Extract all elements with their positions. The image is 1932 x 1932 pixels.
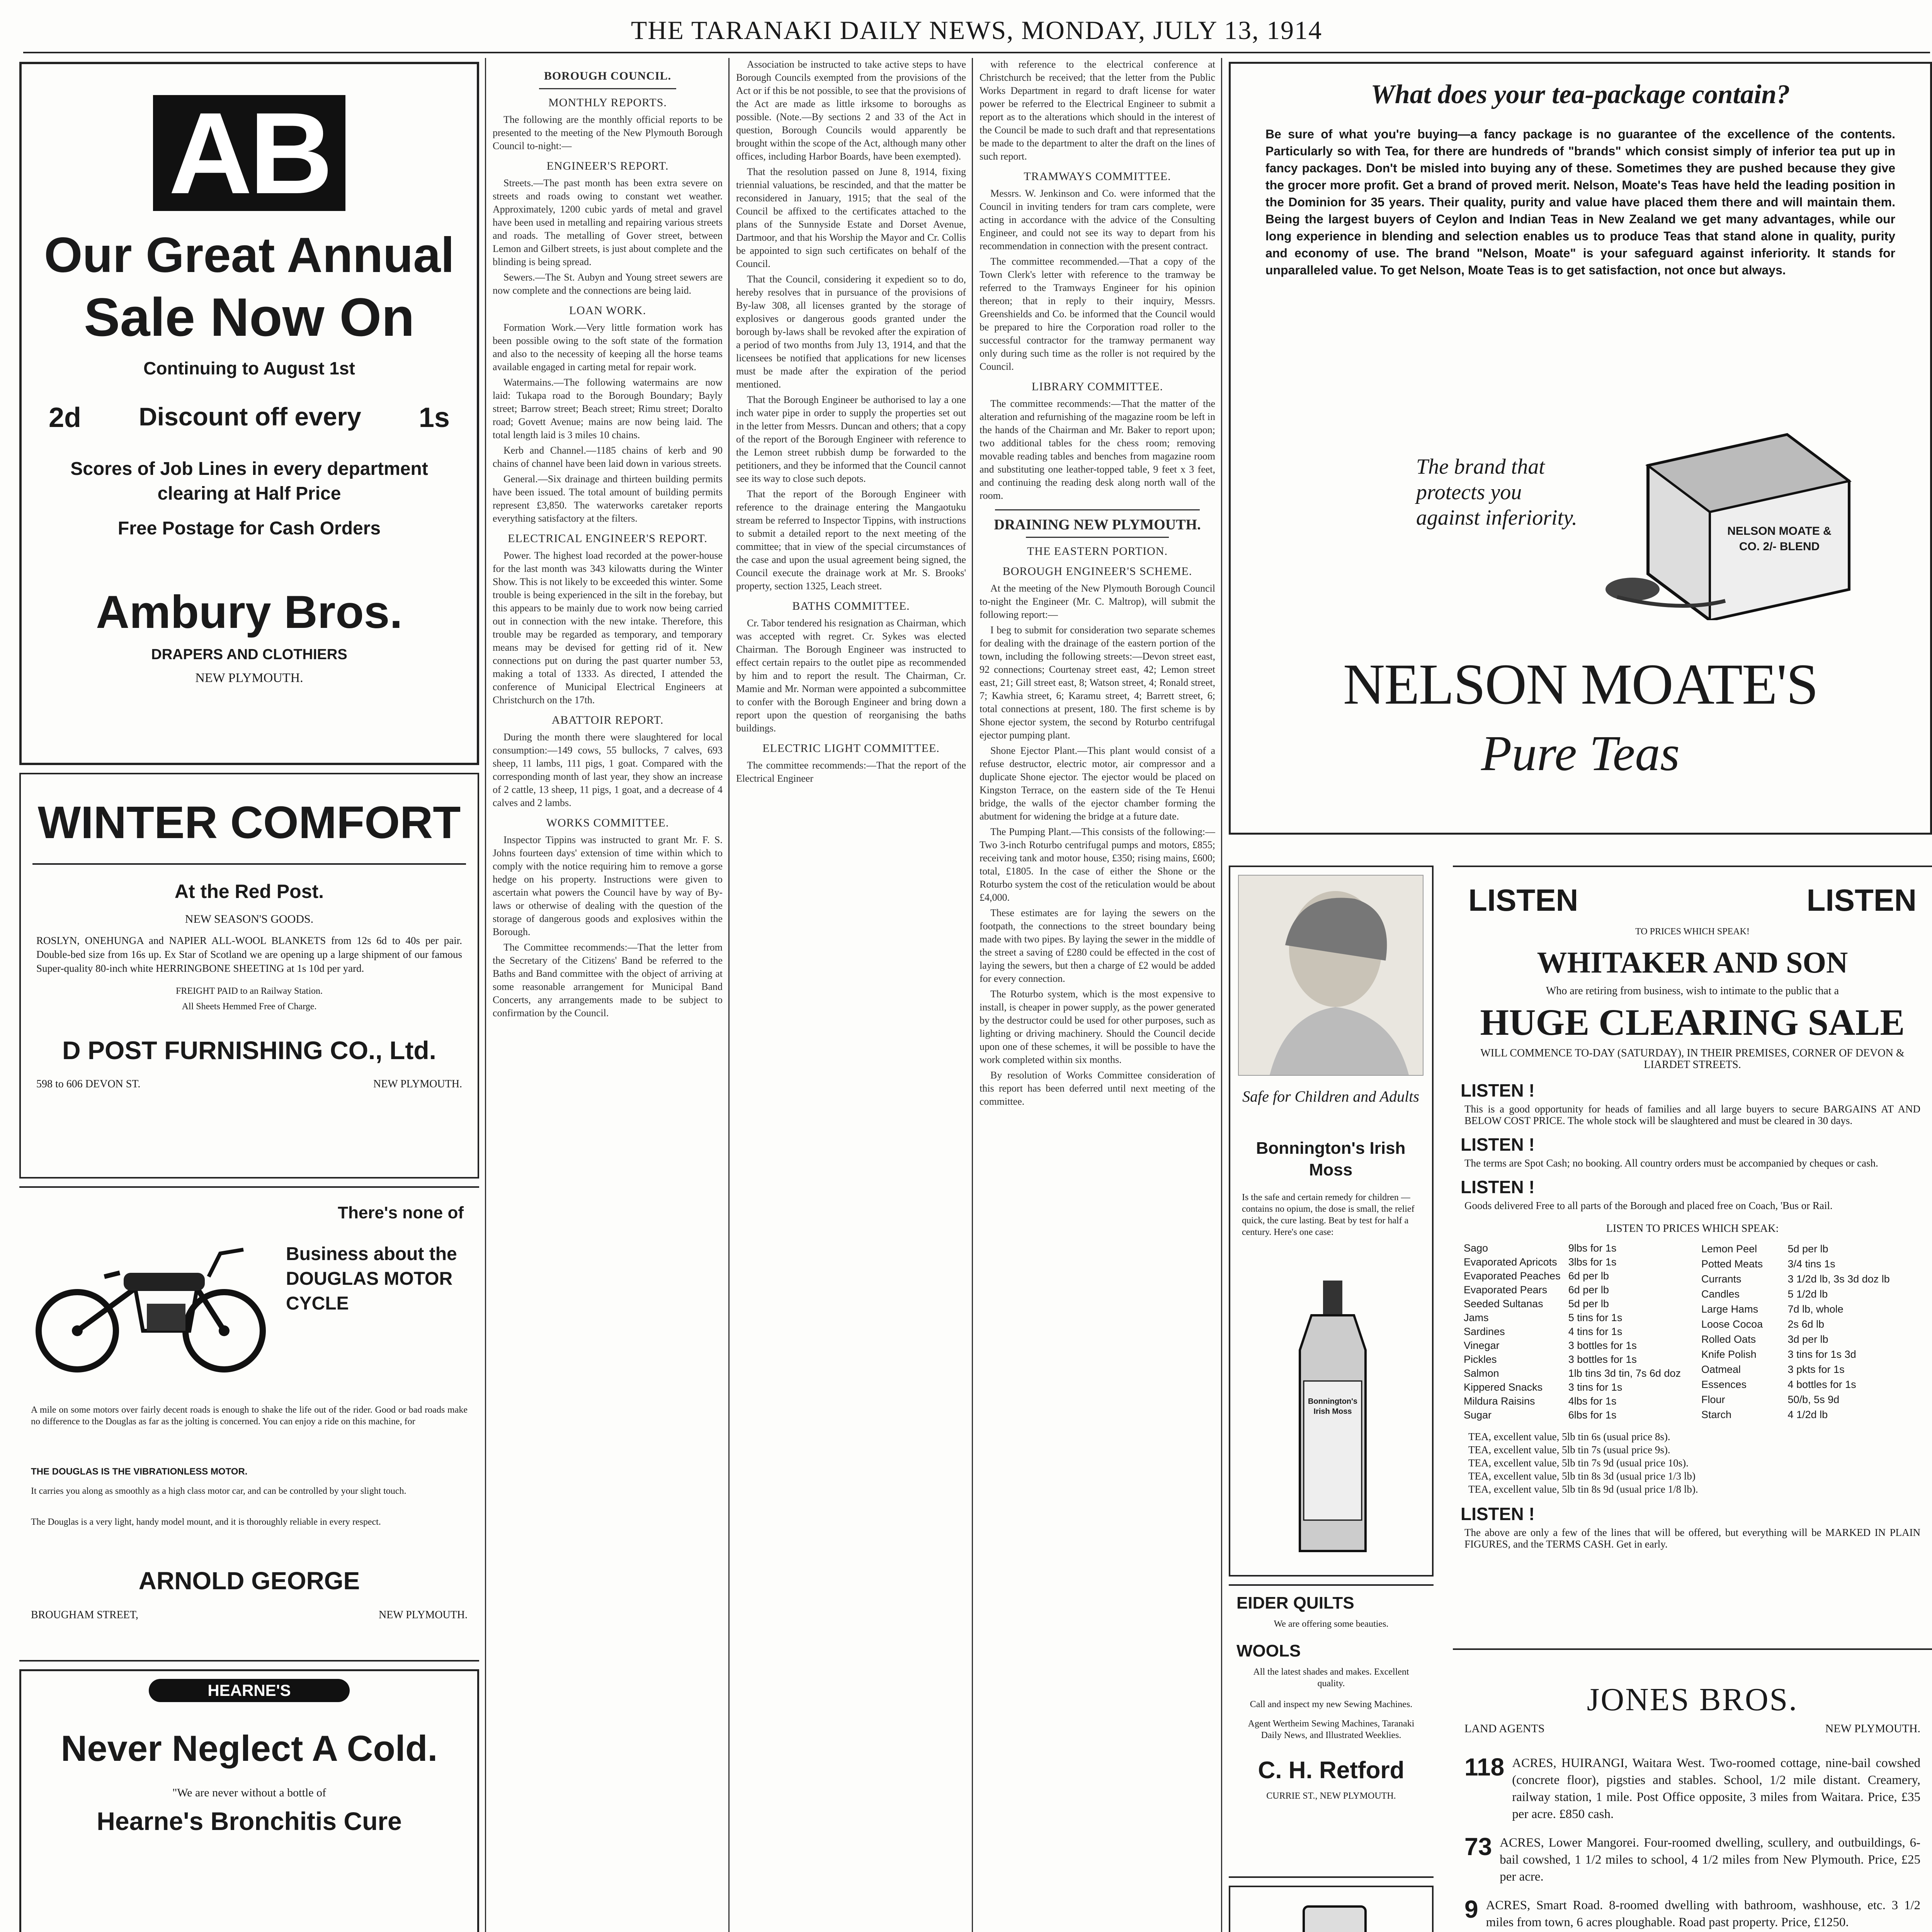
divider [1026, 537, 1169, 538]
bottle-label: Bonnington's Irish Moss [1308, 1397, 1358, 1416]
ad-headline: What does your tea-package contain? [1371, 80, 1790, 109]
price-value: 3 tins for 1s 3d [1787, 1348, 1856, 1360]
ad-subline: At the Red Post. [174, 881, 324, 902]
column-rule [485, 58, 486, 1932]
price-item: Evaporated Apricots [1464, 1256, 1557, 1268]
price-item: Essences [1701, 1378, 1747, 1390]
price-value: 3/4 tins 1s [1787, 1258, 1835, 1270]
price-row [1699, 1347, 1923, 1361]
tea-package-illustration [1602, 419, 1872, 620]
crescent-tea-ad [1229, 1886, 1434, 1932]
column-rule [972, 58, 973, 1932]
price-value: 6lbs for 1s [1568, 1409, 1617, 1421]
price-item: Candles [1701, 1288, 1740, 1300]
ad-body: FREIGHT PAID to an Railway Station. [175, 986, 323, 996]
listen-label: LISTEN ! [1461, 1504, 1535, 1524]
price-row [1699, 1332, 1923, 1346]
price-row [1699, 1272, 1923, 1286]
nelson-moate-tea-ad [1229, 62, 1932, 835]
listing-acres: 118 [1464, 1753, 1505, 1781]
price-row [1461, 1255, 1686, 1269]
ambury-bros-ad [19, 62, 479, 765]
retford-ad [1229, 1584, 1434, 1878]
listing-description: ACRES, Smart Road. 8-roomed dwelling with bathroom, washhouse, etc. 3 1/2 miles from town, 6 acres ploughable. Road past property. Price, £1250. [1486, 1898, 1920, 1929]
article-paragraph: That the resolution passed on June 8, 1914, fixing triennial valuations, be rescinded, and that the matter be reconsidered in January, 1915; that the seal of the Council be affixed to the certificates attached to the plans of the Sunnyside Estate and Dorset Avenue, Dartmoor, and that his Worship the Mayor and Cr. Collis be appointed to sign such certificates on behalf of the Council. [736, 166, 966, 269]
article-paragraph: The committee recommended.—That a copy of the Town Clerk's letter with reference to the tramway be referred to the Tramways Engineer for his opinion thereon; that in reply to their inquiry, Messrs. Greenshields and Co. be informed that the Council would be prepared to hire the Corporation road roller to the successful contractor for the tramway permanent way only during such time as the roller is not required by the Council. [980, 256, 1215, 372]
price-row [1699, 1257, 1923, 1271]
price-item: Jams [1464, 1312, 1489, 1323]
article-paragraph: The committee recommends:—That the report of the Electrical Engineer [736, 760, 966, 784]
article-paragraph: Streets.—The past month has been extra severe on streets and roads owing to constant wet weather. Approximately, 1200 cubic yards of metal and gravel have been used in metalling and repairing various streets and roads. The metalling of Gover street, between Lemon and Gilbert streets, is just about complete and the blinding is being spread. [493, 177, 723, 267]
borough-council-article [493, 58, 723, 1932]
section-heading: ENGINEER'S REPORT. [546, 160, 669, 172]
price-value: 4 tins for 1s [1568, 1326, 1622, 1337]
price-row [1461, 1311, 1686, 1324]
ad-tagline: The brand that protects you against inferiority. [1416, 455, 1577, 530]
listing [1464, 1897, 1920, 1931]
ad-headline: Sale Now On [84, 287, 415, 347]
price-item: Currants [1701, 1273, 1742, 1285]
woman-portrait-illustration [1238, 875, 1423, 1076]
tea-price-line: TEA, excellent value, 5lb tin 8s 3d (usual price 1/3 lb) [1468, 1470, 1696, 1482]
firm-town: NEW PLYMOUTH. [1825, 1722, 1920, 1735]
price-item: Lemon Peel [1701, 1243, 1757, 1255]
price-item: Oatmeal [1701, 1363, 1741, 1375]
masthead: THE TARANAKI DAILY NEWS, MONDAY, JULY 13, 1914 [23, 11, 1930, 53]
price-value: 3 pkts for 1s [1787, 1363, 1845, 1375]
tea-price-line: TEA, excellent value, 5lb tin 7s (usual price 9s). [1468, 1444, 1670, 1456]
price-item: Flour [1701, 1393, 1725, 1405]
price-item: Knife Polish [1701, 1348, 1757, 1360]
article-paragraph: with reference to the electrical conference at Christchurch be received; that the letter from the Public Works Department in regard to draft license for water power be referred to the Electrical Engineer to submit a report as to the alterations which should in the interest of the Council be made to such draft and that representations be made to the department to alter the draft on the lines of such report. [980, 59, 1215, 162]
firm-trade: DRAPERS AND CLOTHIERS [151, 646, 347, 663]
listen-left: LISTEN [1468, 883, 1578, 917]
listing-description: ACRES, HUIRANGI, Waitara West. Two-roomed cottage, nine-bail cowshed (concrete floor), pigsties and stables. School, 1/2 mile distant. Creamery, railway station, 1 mile. Post Office opposite, 3 miles from Waitara. Price, £35 per acre. £850 cash. [1512, 1756, 1920, 1821]
price-value: 6d per lb [1568, 1284, 1609, 1296]
ad-headline: Never Neglect A Cold. [61, 1728, 438, 1769]
price-item: Pickles [1464, 1354, 1497, 1365]
ad-headline: WINTER COMFORT [32, 794, 466, 865]
divider [995, 509, 1200, 510]
price-item: Kippered Snacks [1464, 1381, 1543, 1393]
price-value: 5d per lb [1568, 1298, 1609, 1310]
listing-description: ACRES, Lower Mangorei. Four-roomed dwelling, scullery, and outbuildings, 6-bail cowshed, 1 1/2 miles to school, 4 1/2 miles from New Plymouth. Price, £25 per acre. [1500, 1836, 1920, 1884]
sale-headline: HUGE CLEARING SALE [1480, 1002, 1905, 1043]
ad-body: All the latest shades and makes. Excellent quality. [1253, 1667, 1409, 1689]
firm-town: NEW PLYMOUTH. [378, 1609, 468, 1621]
price-row [1461, 1283, 1686, 1296]
ad-body: The above are only a few of the lines that will be offered, but everything will be MARKED IN PLAIN FIGURES, and the TERMS CASH. Get in early. [1464, 1527, 1920, 1550]
section-heading: WORKS COMMITTEE. [546, 816, 669, 829]
article-paragraph: That the report of the Borough Engineer with reference to the drainage entering the Mangaotuku stream be referred to Inspector Tippins, with instructions to submit a detailed report to the next meeting of the committee; that in view of the special circumstances of the case and upon the usual agreement being signed, the Council execute the drainage work at Mr. S. Brooks' property, section 1325, Leach street. [736, 488, 966, 592]
ad-headline: WOOLS [1236, 1641, 1301, 1660]
tea-price-line: TEA, excellent value, 5lb tin 8s 9d (usual price 1/8 lb). [1468, 1483, 1698, 1495]
tea-price-list [1468, 1430, 1917, 1496]
firm-address-line [1464, 1722, 1920, 1735]
brand-name: NELSON MOATE'S [1343, 652, 1818, 716]
price-list-left [1461, 1241, 1687, 1422]
article-paragraph: Cr. Tabor tendered his resignation as Chairman, which was accepted with regret. Cr. Sykes was elected Chairman. The Borough Engineer was instructed to effect certain repairs to the outlet pipe as recommended by him and to report the result. The Chairman, Cr. Mamie and Mr. Norman were appointed a subcommittee to confer with the Borough Engineer and bring down a report upon the question of reorganising the baths buildings. [736, 617, 966, 734]
article-paragraph: By resolution of Works Committee consideration of this report has been deferred until next meeting of the committee. [980, 1070, 1215, 1107]
article-paragraph: At the meeting of the New Plymouth Borough Council to-night the Engineer (Mr. C. Maltrop), will submit the following report:— [980, 583, 1215, 620]
ad-body: ROSLYN, ONEHUNGA and NAPIER ALL-WOOL BLANKETS from 12s 6d to 40s per pair. Double-bed size from 16s up. Ex Star of Scotland we are opening up a large shipment of our famous Super-quality 80-inch white HERRINGBONE SHEETING at 1s 10d per yard. [36, 935, 462, 974]
article-title: BOROUGH COUNCIL. [544, 70, 672, 82]
firm-address: 598 to 606 DEVON ST. [36, 1078, 141, 1090]
divider [539, 88, 676, 89]
article-paragraph: Shone Ejector Plant.—This plant would consist of a refuse destructor, electric motor, air compressor and a duplicate Shone ejector. The ejector would be placed on Kingston Terrace, on the eastern side of the Te Henui bridge, the walls of the ejector chamber forming the abutment for widening the bridge at a future date. [980, 745, 1215, 822]
brand-banner: HEARNE'S [149, 1679, 350, 1702]
ad-subline: TO PRICES WHICH SPEAK! [1635, 927, 1750, 937]
price-value: 3 bottles for 1s [1568, 1340, 1637, 1351]
price-value: 6d per lb [1568, 1270, 1609, 1282]
ad-body: Free Postage for Cash Orders [117, 518, 381, 539]
listen-label: LISTEN ! [1461, 1080, 1535, 1100]
tea-tin-icon [1296, 1903, 1373, 1932]
price-item: Vinegar [1464, 1340, 1500, 1351]
motorcycle-icon [27, 1219, 274, 1373]
firm-name: ARNOLD GEORGE [138, 1567, 360, 1595]
product-name: Hearne's Bronchitis Cure [97, 1807, 402, 1835]
price-row [1461, 1395, 1686, 1408]
firm-role: LAND AGENTS [1464, 1722, 1545, 1735]
listing [1464, 1834, 1920, 1885]
price-row [1461, 1325, 1686, 1338]
price-value: 3d per lb [1787, 1333, 1828, 1345]
ad-body: THE DOUGLAS IS THE VIBRATIONLESS MOTOR. [31, 1466, 248, 1477]
article-paragraph: That the Council, considering it expedient so to do, hereby resolves that in pursuance of the provisions of By-law 308, all licenses granted by the storage of explosives or dangerous goods granted under the borough by-laws shall be revoked after the expiration of a period of two months from July 13, 1914, and that the licensees be notified that applications for new licenses must be made after the expiration of the period mentioned. [736, 274, 966, 390]
tea-package-icon [1602, 419, 1872, 620]
price-row [1461, 1269, 1686, 1282]
section-heading: BATHS COMMITTEE. [792, 600, 910, 612]
ad-body: WILL COMMENCE TO-DAY (SATURDAY), IN THEIR PREMISES, CORNER OF DEVON & LIARDET STREETS. [1480, 1047, 1905, 1071]
price-value: 3 bottles for 1s [1568, 1354, 1637, 1365]
price-item: Mildura Raisins [1464, 1395, 1535, 1407]
price-value: 5d per lb [1787, 1243, 1828, 1255]
firm-name: WHITAKER AND SON [1537, 946, 1848, 979]
firm-name: Ambury Bros. [96, 586, 403, 638]
council-and-drainage-article [980, 58, 1215, 1932]
article-paragraph: These estimates are for laying the sewers on the footpath, the connections to the street boundary being made with two pipes. By laying the sewer in the middle of the street a saving of £280 could be effected in the cost of laying the sewers, but then a charge of £2 would be added for every connection. [980, 907, 1215, 984]
price-value: 3 tins for 1s [1568, 1381, 1622, 1393]
price-row [1699, 1287, 1923, 1301]
listing [1464, 1755, 1920, 1823]
price-row [1461, 1367, 1686, 1380]
price-row [1461, 1339, 1686, 1352]
article-paragraph: Formation Work.—Very little formation work has been possible owing to the soft state of the formation and also to the necessity of keeping all the horse teams available engaged in carting metal for repair work. [493, 322, 723, 372]
section-heading: LIBRARY COMMITTEE. [1031, 380, 1163, 393]
discount-text: Discount off every [139, 402, 361, 431]
price-item: Sago [1464, 1242, 1488, 1254]
ad-subline: Continuing to August 1st [143, 358, 355, 378]
ad-subline: We are offering some beauties. [1274, 1619, 1389, 1629]
ad-subline: NEW SEASON'S GOODS. [185, 913, 314, 925]
article-subtitle: MONTHLY REPORTS. [548, 96, 667, 109]
ad-body: It carries you along as smoothly as a high class motor car, and can be controlled by your slight touch. [31, 1486, 406, 1496]
tea-price-line: TEA, excellent value, 5lb tin 6s (usual price 8s). [1468, 1431, 1670, 1442]
article-paragraph: Messrs. W. Jenkinson and Co. were informed that the Council in inviting tenders for tram cars complete, were acting in accordance with the advice of the Consulting Engineer, and could not see its way to depart from his recommendation in connection with the present contract. [980, 188, 1215, 252]
package-label: NELSON MOATE & CO. 2/- BLEND [1727, 525, 1832, 553]
article-paragraph: The Roturbo system, which is the most expensive to install, is cheaper in power supply, as the power generated by the destructor could be used for other purposes, such as lighting or driving machinery. Should the Council decide upon one of these schemes, it will be possible to have the work completed within six months. [980, 988, 1215, 1065]
ad-body: Agent Wertheim Sewing Machines, Taranaki Daily News, and Illustrated Weeklies. [1248, 1719, 1415, 1740]
section-heading: TRAMWAYS COMMITTEE. [1024, 170, 1171, 183]
ad-body: Who are retiring from business, wish to intimate to the public that a [1546, 985, 1839, 997]
firm-address: CURRIE ST., NEW PLYMOUTH. [1266, 1791, 1396, 1801]
ad-body: A mile on some motors over fairly decent roads is enough to shake the life out of the rider. Good or bad roads make no difference to the Douglas as far as the jolting is concerned. You can enjoy a ride on this machine, for [31, 1405, 468, 1427]
price-row [1699, 1407, 1923, 1422]
ad-subline: LISTEN TO PRICES WHICH SPEAK: [1606, 1223, 1779, 1235]
listen-header [1453, 883, 1932, 918]
firm-name: JONES BROS. [1587, 1682, 1798, 1718]
price-value: 3lbs for 1s [1568, 1256, 1617, 1268]
firm-name: D POST FURNISHING CO., Ltd. [62, 1036, 436, 1065]
article-paragraph: Watermains.—The following watermains are now laid: Tukapa road to the Borough Boundary; Bayly street; Barrow street; Beach street; Rimu street; Doralto road; Govett Avenue; mains are now being laid. The total length laid is 3 miles 10 chains. [493, 377, 723, 440]
listing-acres: 73 [1464, 1833, 1492, 1861]
price-row [1461, 1381, 1686, 1394]
article-paragraph: Power. The highest load recorded at the power-house for the last month was 343 kilowatts during the Winter Show. This is not likely to be exceeded this winter. Some trouble is being experienced in the silt in the forebay, but this appears to be mainly due to work now being carried out in connection with the new intake. Therefore, this trouble may be regarded as temporary, and temporary means may be devised for getting rid of it. New connections put on during the past quarter number 53, making a total of 1333. As directed, I attended the conference of Municipal Electrical Engineers at Christchurch on the 17th. [493, 550, 723, 706]
firm-town: NEW PLYMOUTH. [373, 1078, 462, 1090]
hearnes-bronchitis-ad [19, 1669, 479, 1932]
price-row [1699, 1377, 1923, 1391]
price-row [1699, 1317, 1923, 1331]
price-row [1461, 1242, 1686, 1255]
winter-comfort-ad [19, 773, 479, 1179]
price-item: Large Hams [1701, 1303, 1759, 1315]
price-value: 2s 6d lb [1787, 1318, 1825, 1330]
ad-body: All Sheets Hemmed Free of Charge. [182, 1002, 317, 1012]
price-row [1699, 1302, 1923, 1316]
listen-label: LISTEN ! [1461, 1177, 1535, 1197]
article-paragraph: Sewers.—The St. Aubyn and Young street sewers are now complete and the connections are being laid. [493, 272, 723, 296]
ad-body: Scores of Job Lines in every department clearing at Half Price [70, 459, 428, 504]
section-heading: ELECTRICAL ENGINEER'S REPORT. [508, 532, 707, 545]
price-item: Evaporated Pears [1464, 1284, 1548, 1296]
article-paragraph: The Pumping Plant.—This consists of the following:—Two 3-inch Roturbo centrifugal pumps and motors, £855; receiving tank and motor house, £350; rising mains, £600; total, £1805. In the case of either the Shone or the Roturbo system the cost of the reticulation would be about £4,000. [980, 826, 1215, 903]
article-paragraph: Kerb and Channel.—1185 chains of kerb and 90 chains of channel have been laid down in various streets. [493, 445, 723, 469]
article-subtitle: THE EASTERN PORTION. [1027, 545, 1168, 558]
brand-subtitle: Pure Teas [1481, 726, 1680, 781]
article-paragraph: Association be instructed to take active steps to have Borough Councils exempted from the provisions of the Act or if this be not possible, to see that the provisions of the Act are made as little irksome to boroughs as possible. (Note.—By sections 2 and 33 of the Act in question, Borough Councils would apparently be brought within the scope of the Act, although many other offices, including Harbor Boards, have been exempted). [736, 59, 966, 162]
ad-body: This is a good opportunity for heads of families and all large buyers to secure BARGAINS AT AND BELOW COST PRICE. The whole stock will be slaughtered and must be cleared in 30 days. [1464, 1103, 1920, 1126]
price-value: 4lbs for 1s [1568, 1395, 1617, 1407]
price-value: 7d lb, whole [1787, 1303, 1844, 1315]
ad-body: Is the safe and certain remedy for children — contains no opium, the dose is small, the relief quick, the cure lasting. Beat by test for half a century. Here's one case: [1242, 1192, 1415, 1237]
column-rule [1221, 58, 1222, 1932]
section-heading: ABATTOIR REPORT. [551, 714, 664, 726]
price-item: Sugar [1464, 1409, 1492, 1421]
whitaker-clearing-sale-ad [1453, 866, 1932, 1650]
article-paragraph: During the month there were slaughtered for local consumption:—149 cows, 55 bullocks, 7 calves, 693 sheep, 11 lambs, 111 pigs, 1 goat. Compared with the corresponding month of last year, they show an increase of 2 cattle, 13 sheep, 11 pigs, 1 goat, and a decrease of 4 calves and 2 lambs. [493, 731, 723, 808]
ad-body: The Douglas is a very light, handy model mount, and it is thoroughly reliable in every respect. [31, 1517, 381, 1527]
price-row [1461, 1353, 1686, 1366]
jones-bros-ad [1453, 1658, 1932, 1932]
price-value: 5 tins for 1s [1568, 1312, 1622, 1323]
price-item: Evaporated Peaches [1464, 1270, 1561, 1282]
price-value: 4 1/2d lb [1787, 1408, 1828, 1420]
ab-logo: AB [153, 95, 345, 211]
price-row [1461, 1297, 1686, 1310]
tea-tin-illustration [1296, 1903, 1373, 1932]
price-list-right [1698, 1241, 1924, 1422]
ad-pitch: Business about the DOUGLAS MOTOR CYCLE [286, 1244, 457, 1314]
price-row [1699, 1392, 1923, 1406]
section-heading: ELECTRIC LIGHT COMMITTEE. [762, 742, 940, 755]
price-item: Seeded Sultanas [1464, 1298, 1543, 1310]
ad-caption: Safe for Children and Adults [1242, 1088, 1419, 1105]
discount-unit: 1s [418, 402, 450, 433]
ad-quote: "We are never without a bottle of [172, 1786, 326, 1799]
bottle-illustration [1288, 1281, 1377, 1559]
price-item: Potted Meats [1701, 1258, 1763, 1270]
firm-name: C. H. Retford [1258, 1757, 1405, 1784]
ad-intro: There's none of [338, 1203, 464, 1222]
ad-body: Goods delivered Free to all parts of the Borough and placed free on Coach, 'Bus or Rail. [1464, 1200, 1833, 1211]
section-heading: LOAN WORK. [569, 304, 646, 317]
price-value: 5 1/2d lb [1787, 1288, 1828, 1300]
ad-headline: Our Great Annual [44, 228, 455, 283]
woman-icon [1239, 876, 1423, 1075]
listen-label: LISTEN ! [1461, 1134, 1535, 1155]
article-subtitle: BOROUGH ENGINEER'S SCHEME. [1002, 565, 1192, 578]
article-paragraph: The following are the monthly official reports to be presented to the meeting of the New Plymouth Borough Council to-night:— [493, 114, 723, 151]
irish-moss-ad [1229, 866, 1434, 1577]
tea-price-line: TEA, excellent value, 5lb tin 7s 9d (usual price 10s). [1468, 1457, 1689, 1469]
listing-acres: 9 [1464, 1895, 1478, 1923]
douglas-motorcycle-ad [19, 1186, 479, 1662]
borough-council-article-continued [736, 58, 966, 1932]
firm-address-line [36, 1078, 462, 1090]
firm-address-line [31, 1609, 468, 1621]
price-lists [1461, 1241, 1924, 1422]
discount-line [22, 402, 477, 434]
ad-body: Be sure of what you're buying—a fancy package is no guarantee of the excellence of the contents. Particularly so with Tea, for there are hundreds of "brands" which consist simply of inferior tea put up in fancy packages. Don't be misled into buying any of these. Sometimes they are pushed because they give the grocer more profit. Get a brand of proved merit. Nelson, Moate's Teas have held the leading position in the Dominion for 35 years. Their quality, purity and value have placed them there and will maintain them. Being the largest buyers of Ceylon and Indian Teas in New Zealand we get many advantages, while our long experience in blending and selection enables us to produce Teas that stand alone in quality, purity and economy of use. The brand "Nelson, Moate" is your safeguard against inferiority. It stands for unparalleled value. To get Nelson, Moate Teas is to get satisfaction, not once but always. [1265, 127, 1895, 277]
listen-right: LISTEN [1806, 883, 1917, 917]
bottle-icon [1288, 1281, 1377, 1559]
price-item: Rolled Oats [1701, 1333, 1756, 1345]
price-value: 50/b, 5s 9d [1787, 1393, 1840, 1405]
price-item: Starch [1701, 1408, 1732, 1420]
product-name: Bonnington's Irish Moss [1256, 1139, 1406, 1179]
price-row [1699, 1362, 1923, 1376]
article-paragraph: The Committee recommends:—That the letter from the Secretary of the Citizens' Band be referred to the Baths and Band committee with the object of arriving at some reasonable arrangement for Municipal Band Concerts, any arrangements made to be subject to confirmation by the Council. [493, 942, 723, 1019]
article-paragraph: I beg to submit for consideration two separate schemes for dealing with the drainage of the eastern portion of the town, including the following streets:—Devon street east, 92 connections; Courtenay street east, 42; Lemon street east, 21; Gill street east, 8; Watson street, 4; Ronald street, 7; Kawhia street, 6; Karamu street, 4; Barrett street, 6; total connections at present, 180. The first scheme is by Shone ejector system, the second by Roturbo centrifugal ejector pumping plant. [980, 624, 1215, 741]
price-value: 3 1/2d lb, 3s 3d doz lb [1787, 1273, 1890, 1285]
ad-body: The terms are Spot Cash; no booking. All country orders must be accompanied by cheques or cash. [1464, 1157, 1878, 1169]
column-rule [728, 58, 730, 1932]
price-item: Loose Cocoa [1701, 1318, 1763, 1330]
discount-amount: 2d [49, 402, 82, 433]
price-row [1699, 1242, 1923, 1256]
price-row [1461, 1408, 1686, 1422]
ad-headline: EIDER QUILTS [1236, 1594, 1354, 1612]
article-title: DRAINING NEW PLYMOUTH. [994, 517, 1201, 533]
motorcycle-illustration [27, 1219, 274, 1373]
price-value: 9lbs for 1s [1568, 1242, 1617, 1254]
ad-body: Call and inspect my new Sewing Machines. [1250, 1699, 1413, 1709]
article-paragraph: That the Borough Engineer be authorised to lay a one inch water pipe in order to supply the properties set out in the letter from Messrs. Duncan and others; that a copy of the report of the Borough Engineer with reference to the Lemon street rubbish dump be forwarded to the petitioners, and they be informed that the Council cannot see its way to close such depots. [736, 394, 966, 484]
price-value: 4 bottles for 1s [1787, 1378, 1856, 1390]
price-item: Sardines [1464, 1326, 1505, 1337]
article-paragraph: General.—Six drainage and thirteen building permits have been issued. The total amount of building permits represent £3,850. The waterworks caretaker reports everything satisfactory at the filters. [493, 473, 723, 524]
price-value: 1lb tins 3d tin, 7s 6d doz [1568, 1367, 1681, 1379]
article-paragraph: The committee recommends:—That the matter of the alteration and refurnishing of the magazine room be left in the hands of the Chairman and Mr. Baker to report upon; two additional tables for the chess room; removing movable reading tables and benches from magazine room and substituting one leather-topped table, 9 feet x 3 feet, and continuing the reading desk along north wall of the room. [980, 398, 1215, 501]
firm-street: BROUGHAM STREET, [31, 1609, 138, 1621]
firm-town: NEW PLYMOUTH. [195, 671, 303, 685]
article-paragraph: Inspector Tippins was instructed to grant Mr. F. S. Johns fourteen days' extension of time within which to comply with the notice requiring him to remove a gorse hedge on his property. Instructions were given to ascertain what powers the Council have by way of By-laws or otherwise of dealing with the question of the storage of dangerous goods and explosives within the Borough. [493, 834, 723, 937]
price-item: Salmon [1464, 1367, 1499, 1379]
